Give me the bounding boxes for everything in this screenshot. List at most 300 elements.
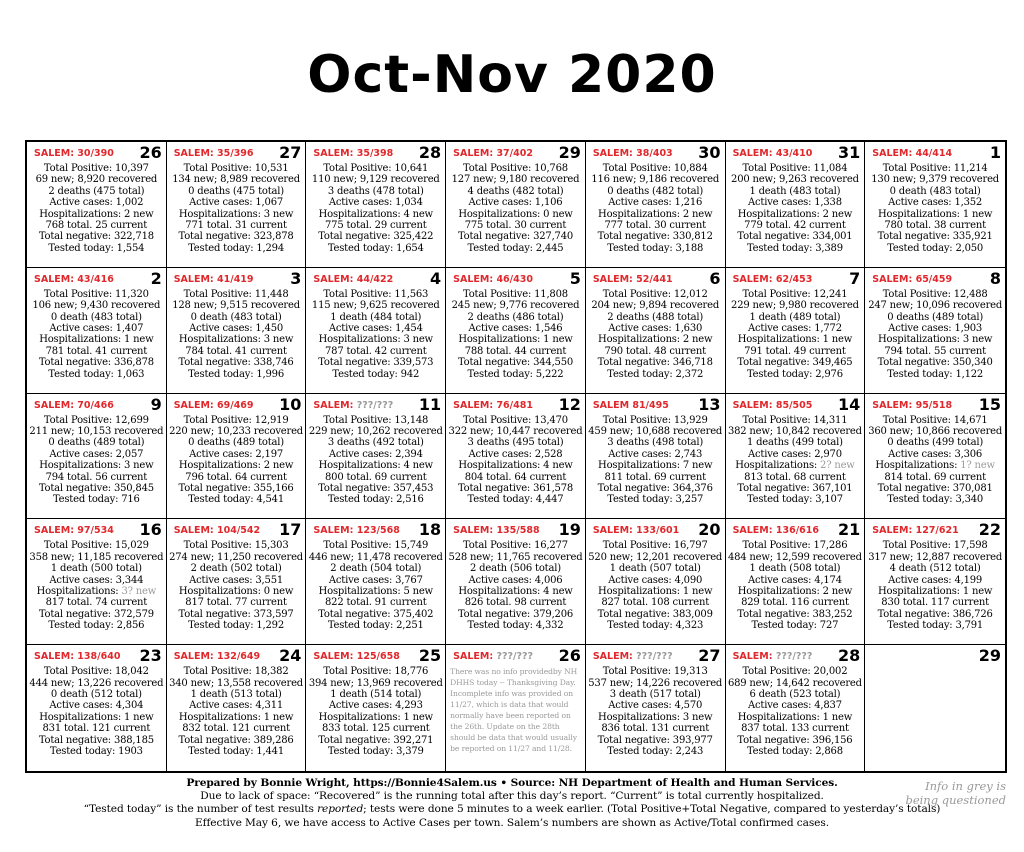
stat-line: Total Positive: 18,382 [183, 666, 289, 678]
stat-line: Tested today: 2,516 [327, 494, 424, 506]
stat-line: 781 total. 41 current [45, 345, 148, 357]
stat-line: Active cases: 3,344 [49, 574, 144, 586]
cell-header [726, 268, 865, 289]
day-number: 14 [838, 394, 861, 414]
cell-header [27, 394, 166, 415]
cell-header [306, 268, 445, 289]
calendar-day-cell [446, 645, 586, 771]
day-stats [726, 415, 865, 506]
stat-line: Total negative: 364,376 [597, 483, 713, 495]
stat-line: Total Positive: 11,448 [183, 288, 289, 300]
stat-line: Hospitalizations: 0 new [458, 208, 573, 220]
cell-header [27, 645, 166, 666]
stat-line: Total negative: 372,579 [38, 608, 154, 620]
stat-line: 459 new; 10,688 recovered [588, 426, 723, 437]
stat-line: Hospitalizations: 1 new [39, 711, 154, 723]
day-stats [306, 540, 445, 631]
stat-line: Total negative: 375,402 [318, 608, 434, 620]
stat-line: Tested today: 1,996 [188, 368, 284, 380]
stat-line: Hospitalizations: 2? new [735, 460, 855, 472]
salem-count: SALEM: 43/410 [732, 148, 813, 159]
stat-line: Tested today: 1,441 [188, 746, 284, 758]
stat-line: Hospitalizations: 1 new [737, 711, 853, 723]
stat-line: 0 death (483 total) [190, 311, 282, 323]
stat-line: 0 deaths (489 total) [48, 437, 145, 449]
stat-line: Hospitalizations: 2 new [598, 334, 713, 346]
calendar-day-cell [586, 268, 726, 394]
day-stats [167, 289, 306, 380]
day-stats [726, 289, 865, 380]
stat-line: Tested today: 1,292 [188, 620, 284, 632]
day-stats [306, 289, 445, 380]
calendar-day-cell [726, 519, 866, 645]
page-title: Oct-Nov 2020 [307, 45, 717, 105]
calendar-day-cell [865, 519, 1005, 645]
stat-line: Active cases: 4,304 [49, 700, 144, 712]
footer-recovered-note: Due to lack of space: “Recovered” is the running total after this day’s report. “Current” is total currently hospitalized. [200, 790, 824, 803]
stat-line: 1 death (489 total) [749, 311, 841, 323]
salem-count: SALEM: 133/601 [592, 525, 680, 537]
day-number: 4 [430, 268, 442, 288]
stat-line: Tested today: 1,063 [48, 368, 145, 380]
stat-line: Total negative: 386,726 [877, 608, 993, 620]
stat-line: 827 total. 108 current [601, 597, 710, 609]
stat-line: Hospitalizations: 3 new [178, 208, 294, 220]
salem-unknown: ???/??? [496, 651, 533, 663]
stat-line: 3 deaths (492 total) [327, 437, 424, 449]
day-number: 13 [698, 394, 721, 414]
stat-line: Active cases: 2,394 [328, 448, 423, 460]
salem-count: SALEM: 38/403 [592, 148, 673, 159]
salem-unknown: ???/??? [775, 651, 813, 663]
stat-line: Total Positive: 18,042 [43, 666, 149, 678]
stat-line: Hospitalizations: 1 new [877, 586, 993, 598]
salem-count: SALEM: 104/542 [173, 525, 261, 537]
stat-line: Tested today: 3,791 [887, 620, 984, 632]
salem-count: SALEM 81/495 [592, 399, 669, 411]
calendar-day-cell [27, 142, 167, 268]
cell-header [726, 394, 865, 415]
calendar-day-cell [27, 645, 167, 771]
cell-header [306, 645, 445, 666]
stat-line: Hospitalizations: 3 new [877, 334, 993, 346]
day-number: 26 [558, 646, 581, 666]
stat-line: 128 new; 9,515 recovered [172, 300, 300, 312]
day-stats [726, 666, 865, 757]
stat-line: 204 new; 9,894 recovered [591, 300, 720, 312]
cell-header [865, 645, 1005, 666]
day-number: 17 [279, 520, 302, 540]
cell-header [586, 645, 725, 666]
cell-header [27, 268, 166, 289]
stat-line: Active cases: 1,034 [328, 197, 423, 209]
stat-line: Total Positive: 10,768 [463, 163, 568, 174]
questioned-value: 3? new [121, 586, 157, 598]
day-number: 5 [569, 268, 581, 288]
stat-line: Tested today: 4,447 [467, 494, 564, 506]
day-number: 27 [279, 143, 302, 162]
stat-line: 444 new; 13,226 recovered [29, 677, 164, 689]
salem-count: SALEM: 127/621 [872, 525, 959, 537]
salem-count: SALEM: 138/640 [34, 651, 121, 663]
day-stats [27, 540, 166, 631]
cell-header [27, 142, 166, 163]
day-number: 29 [978, 646, 1001, 666]
stat-line: 106 new; 9,430 recovered [32, 300, 161, 312]
stat-line: Hospitalizations: 5 new [318, 586, 433, 598]
cell-header [446, 645, 585, 666]
stat-line: Active cases: 1,216 [608, 197, 703, 209]
stat-line: Active cases: 3,306 [888, 448, 983, 460]
stat-line: 777 total. 30 current [604, 220, 706, 232]
stat-line: Active cases: 1,352 [888, 197, 983, 209]
stat-line: 1 death (507 total) [609, 563, 701, 575]
calendar-day-cell [167, 142, 307, 268]
stat-line: 794 total. 55 current [884, 345, 986, 357]
grey-note-line: being questioned [905, 792, 1006, 807]
stat-line: Tested today: 1,294 [188, 242, 284, 254]
calendar-day-cell [306, 142, 446, 268]
stat-line: Active cases: 4,090 [608, 574, 703, 586]
stat-line: Total negative: 325,422 [318, 231, 434, 243]
stat-line: Active cases: 2,057 [49, 448, 144, 460]
cell-header [865, 394, 1005, 415]
stat-line: Active cases: 1,546 [468, 323, 563, 335]
stat-line: Active cases: 2,528 [468, 448, 563, 460]
stat-line: 115 new; 9,625 recovered [311, 300, 440, 312]
stat-line: Active cases: 2,197 [189, 448, 284, 460]
stat-line: 3 deaths (478 total) [327, 185, 424, 197]
stat-line: Tested today: 1903 [49, 746, 143, 758]
salem-count: SALEM: 76/481 [453, 399, 533, 411]
day-stats [586, 163, 725, 254]
stat-line: 833 total. 125 current [321, 723, 430, 735]
stat-line: 127 new; 9,180 recovered [451, 174, 580, 186]
stat-line: 790 total. 48 current [604, 345, 706, 357]
stat-line: Total negative: 350,845 [38, 483, 154, 495]
stat-line: 394 new; 13,969 recovered [308, 677, 443, 689]
stat-line: Hospitalizations: 4 new [318, 208, 433, 220]
stat-line: Total Positive: 12,241 [742, 288, 848, 300]
stat-line: 791 total. 49 current [744, 345, 846, 357]
calendar-day-cell [726, 268, 866, 394]
stat-line: 0 deaths (482 total) [607, 185, 704, 197]
questioned-value: 2? new [820, 460, 855, 472]
day-stats [586, 540, 725, 631]
stat-line: Total negative: 338,746 [178, 357, 294, 369]
stat-line: 358 new; 11,185 recovered [29, 551, 164, 563]
cell-header [306, 394, 445, 415]
day-number: 18 [418, 520, 442, 540]
stat-line: Total Positive: 20,002 [742, 666, 848, 678]
stat-line: Tested today: 1,122 [887, 368, 984, 380]
salem-count: SALEM: ???/??? [592, 651, 673, 663]
stat-line: 831 total. 121 current [42, 723, 151, 735]
day-stats [446, 540, 585, 631]
salem-count: SALEM: 65/459 [872, 273, 953, 285]
salem-count: SALEM: 44/422 [313, 273, 394, 285]
stat-line: 796 total. 64 current [185, 471, 287, 483]
stat-line: 0 deaths (499 total) [887, 437, 984, 449]
day-number: 15 [978, 394, 1001, 414]
stat-line: Total Positive: 14,311 [742, 414, 848, 426]
stat-line: Hospitalizations: 1 new [737, 334, 853, 346]
calendar-day-cell [726, 142, 866, 268]
stat-line: 784 total. 41 current [185, 345, 287, 357]
calendar-day-cell [446, 519, 586, 645]
cell-header [167, 519, 306, 540]
stat-line: Total negative: 396,156 [737, 734, 853, 746]
stat-line: Active cases: 1,067 [189, 197, 284, 209]
stat-line: 829 total. 116 current [741, 597, 849, 609]
stat-line: Active cases: 1,903 [888, 323, 983, 335]
salem-count: SALEM: 85/505 [732, 399, 813, 411]
stat-line: 200 new; 9,263 recovered [731, 174, 859, 186]
day-stats [446, 415, 585, 506]
stat-line: Total negative: 346,718 [597, 357, 713, 369]
stat-line: 788 total. 44 current [464, 345, 567, 357]
stat-line: 2 deaths (488 total) [607, 311, 704, 323]
stat-line: 689 new; 14,642 recovered [727, 677, 862, 689]
stat-line: 382 new; 10,842 recovered [727, 426, 862, 437]
stat-line: Total negative: 334,001 [737, 231, 853, 243]
stat-line: 0 deaths (489 total) [887, 311, 984, 323]
stat-line: 1 deaths (499 total) [746, 437, 843, 449]
salem-count: SALEM: 70/466 [34, 399, 114, 411]
stat-line: Tested today: 2,251 [327, 620, 424, 632]
salem-count: SALEM: 62/453 [732, 273, 813, 285]
cell-header [306, 142, 445, 163]
stat-line: Tested today: 2,868 [746, 746, 843, 758]
stat-line: Total Positive: 14,671 [882, 414, 988, 426]
stat-line: 814 total. 69 current [884, 471, 986, 483]
stat-line: Total Positive: 16,277 [463, 540, 568, 552]
stat-line: Hospitalizations: 1 new [458, 334, 573, 346]
stat-line: Total Positive: 15,029 [43, 540, 149, 552]
stat-line: Total Positive: 13,470 [463, 414, 568, 426]
calendar-day-cell [586, 394, 726, 520]
stat-line: Hospitalizations: 3 new [178, 334, 294, 346]
stat-line: Total Positive: 15,749 [323, 540, 429, 552]
stat-line: Active cases: 1,450 [189, 323, 284, 335]
cell-header [865, 268, 1005, 289]
stat-line: Active cases: 1,630 [608, 323, 703, 335]
stat-line: 1 death (508 total) [749, 563, 841, 575]
calendar-day-cell [865, 268, 1005, 394]
salem-unknown: ???/??? [356, 399, 394, 411]
salem-count: SALEM: 97/534 [34, 525, 114, 537]
cell-header [446, 142, 585, 163]
day-number: 10 [279, 394, 302, 414]
stat-line: 794 total. 56 current [45, 471, 148, 483]
salem-count: SALEM: 136/616 [732, 525, 819, 537]
stat-line: Hospitalizations: 1 new [318, 711, 433, 723]
day-number: 22 [978, 520, 1001, 540]
stat-line: 322 new; 10,447 recovered [448, 426, 583, 437]
cell-header [586, 519, 725, 540]
stat-line: 2 death (506 total) [470, 563, 561, 575]
cell-header [167, 268, 306, 289]
day-stats [446, 289, 585, 380]
day-number: 16 [139, 520, 162, 540]
calendar-day-cell [726, 394, 866, 520]
calendar-day-cell [865, 142, 1005, 268]
day-stats [306, 163, 445, 254]
stat-line: Total Positive: 12,919 [183, 414, 289, 426]
stat-line: Active cases: 4,174 [747, 574, 842, 586]
stat-line: Hospitalizations: 4 new [318, 460, 433, 472]
thanksgiving-note: There was no info providedby NH DHHS today -- Thanksgiving Day. Incomplete info was provided on 11/27, which is data that would normally have been reported on the 26th. Update on the 28th should be data that would usually be reported on 11/27 and 11/28. [450, 667, 578, 754]
day-number: 28 [838, 646, 861, 666]
stat-line: Total negative: 339,573 [318, 357, 434, 369]
day-number: 2 [150, 268, 162, 288]
day-stats [167, 415, 306, 506]
cell-header [446, 268, 585, 289]
day-stats [446, 666, 585, 754]
stat-line: Total negative: 357,453 [318, 483, 434, 495]
stat-line: 4 death (512 total) [889, 563, 981, 575]
day-number: 7 [849, 268, 861, 288]
day-stats [306, 666, 445, 757]
calendar-day-cell [167, 519, 307, 645]
stat-line: 360 new; 10,866 recovered [868, 426, 1003, 437]
day-stats [586, 289, 725, 380]
day-number: 30 [698, 143, 721, 162]
stat-line: Tested today: 2,243 [607, 746, 704, 758]
grey-info-note [898, 780, 1006, 807]
stat-line: Total Positive: 13,148 [323, 414, 429, 426]
stat-line: 780 total. 38 current [884, 220, 986, 232]
stat-line: 2 death (502 total) [190, 563, 282, 575]
stat-line: Hospitalizations: 2 new [598, 208, 713, 220]
stat-line: 211 new; 10,153 recovered [29, 426, 164, 437]
salem-count: SALEM: 41/419 [173, 273, 254, 285]
stat-line: Hospitalizations: 1 new [598, 586, 713, 598]
stat-line: Total Positive: 16,797 [602, 540, 708, 552]
salem-count: SALEM: ???/??? [453, 651, 533, 663]
day-stats [306, 415, 445, 506]
stat-line: 2 deaths (475 total) [48, 185, 145, 197]
stat-line: 836 total. 131 current [601, 723, 710, 735]
cell-header [306, 519, 445, 540]
salem-count: SALEM: 46/430 [453, 273, 533, 285]
stat-line: Tested today: 942 [332, 368, 420, 380]
stat-line: 134 new; 8,989 recovered [172, 174, 300, 186]
stat-line: 3 deaths (495 total) [467, 437, 564, 449]
stat-line: 2 death (504 total) [330, 563, 422, 575]
calendar-day-cell [167, 394, 307, 520]
calendar-day-cell [306, 645, 446, 771]
calendar-day-cell [865, 394, 1005, 520]
stat-line: Total Positive: 11,214 [882, 163, 988, 174]
stat-line: Total negative: 344,550 [457, 357, 574, 369]
footer-notes [0, 777, 1024, 830]
day-stats [726, 540, 865, 631]
calendar-day-cell [726, 645, 866, 771]
salem-count: SALEM: 132/649 [173, 651, 261, 663]
stat-line: 229 new; 10,262 recovered [308, 426, 443, 437]
stat-line: Active cases: 1,106 [468, 197, 563, 209]
stat-line: Hospitalizations: 0 new [178, 586, 294, 598]
day-number: 23 [139, 646, 162, 666]
stat-line: Total negative: 322,718 [38, 231, 154, 243]
stat-line: Total Positive: 11,320 [43, 288, 149, 300]
salem-count: SALEM: 43/416 [34, 273, 114, 285]
stat-line: Hospitalizations: 4 new [458, 460, 573, 472]
day-stats [446, 163, 585, 254]
stat-line: 811 total. 69 current [604, 471, 706, 483]
salem-count: SALEM: 52/441 [592, 273, 673, 285]
stat-line: Total negative: 361,578 [457, 483, 574, 495]
calendar-day-cell [27, 519, 167, 645]
day-stats [27, 666, 166, 757]
calendar-day-cell [306, 519, 446, 645]
day-number: 11 [418, 394, 442, 414]
cell-header [586, 394, 725, 415]
stat-line: 800 total. 69 current [325, 471, 427, 483]
stat-line: 0 death (512 total) [50, 689, 142, 700]
stat-line: Active cases: 4,199 [888, 574, 983, 586]
calendar-grid [25, 140, 1007, 773]
stat-line: Tested today: 2,856 [48, 620, 145, 632]
stat-line: 1 death (513 total) [190, 689, 282, 700]
stat-line: Active cases: 2,970 [747, 448, 842, 460]
stat-line: Active cases: 1,454 [328, 323, 423, 335]
day-number: 29 [558, 143, 581, 162]
stat-line: Total negative: 350,340 [877, 357, 993, 369]
salem-count: SALEM: 35/396 [173, 148, 254, 159]
stat-line: 69 new; 8,920 recovered [35, 174, 158, 186]
salem-count: SALEM: ???/??? [313, 399, 394, 411]
stat-line: Total Positive: 13,929 [602, 414, 708, 426]
calendar-day-cell [167, 268, 307, 394]
stat-line: Total negative: 370,081 [877, 483, 993, 495]
stat-line: 3 deaths (498 total) [607, 437, 704, 449]
stat-line: 1 death (483 total) [749, 185, 841, 197]
day-number: 19 [558, 520, 581, 540]
stat-line: 528 new; 11,765 recovered [448, 551, 583, 563]
day-number: 24 [279, 646, 302, 666]
calendar-day-cell [446, 268, 586, 394]
day-stats [865, 289, 1005, 380]
stat-line: Active cases: 4,837 [747, 700, 842, 712]
stat-line: Total negative: 392,271 [318, 734, 434, 746]
day-number: 1 [989, 143, 1001, 162]
stat-line: 116 new; 9,186 recovered [591, 174, 720, 186]
stat-line: Total negative: 323,878 [178, 231, 294, 243]
calendar-day-cell [865, 645, 1005, 771]
salem-count: SALEM: ???/??? [732, 651, 813, 663]
footer-tested-note: “Tested today” is the number of test results reported; tests were done 5 minutes to a week earlier. (Total Positive+Total Negative, compared to yesterday’s totals) [83, 803, 941, 816]
cell-header [167, 142, 306, 163]
stat-line: 822 total. 91 current [325, 597, 427, 609]
stat-line: Active cases: 1,338 [747, 197, 842, 209]
stat-line: 0 deaths (475 total) [188, 185, 284, 197]
cell-header [586, 268, 725, 289]
stat-line: Total negative: 393,977 [597, 734, 713, 746]
stat-line: Total negative: 388,185 [38, 734, 154, 746]
stat-line: 779 total. 42 current [744, 220, 846, 232]
cell-header [27, 519, 166, 540]
salem-count: SALEM: 37/402 [453, 148, 533, 159]
stat-line: 220 new; 10,233 recovered [169, 426, 303, 437]
calendar-day-cell [586, 645, 726, 771]
day-stats [865, 415, 1005, 506]
stat-line: 4 deaths (482 total) [467, 185, 564, 197]
salem-count: SALEM: 135/588 [453, 525, 540, 537]
stat-line: 1 death (500 total) [50, 563, 142, 575]
footer-active-note: Effective May 6, we have access to Active Cases per town. Salem’s numbers are shown as Active/Total confirmed cases. [195, 816, 829, 829]
